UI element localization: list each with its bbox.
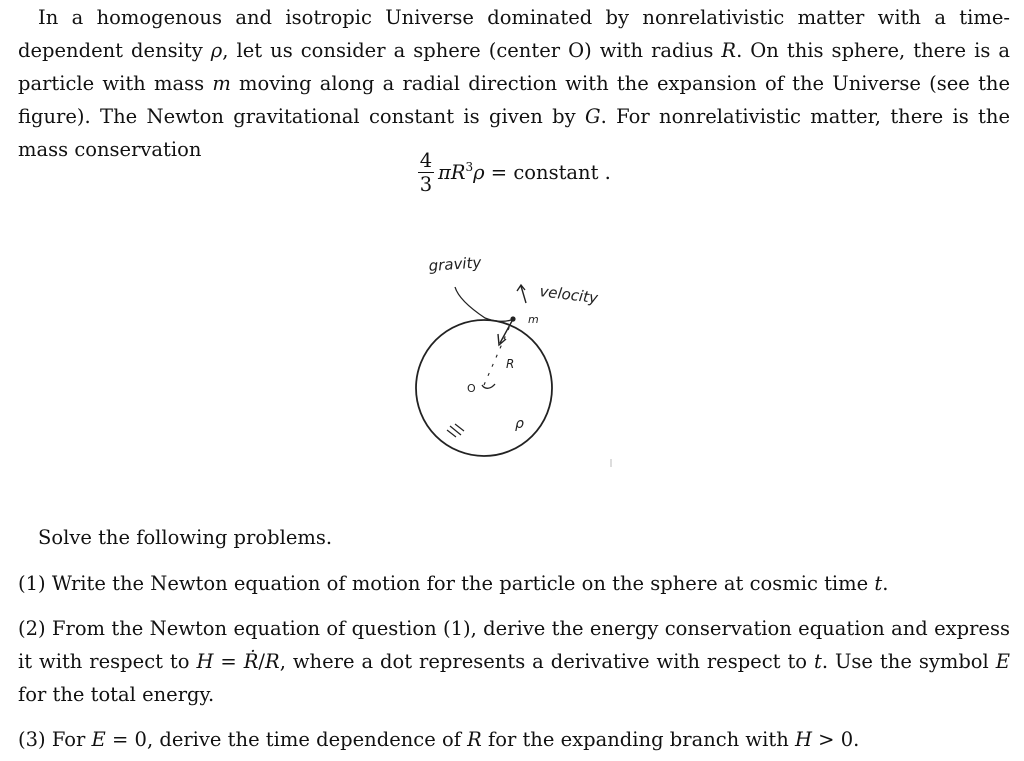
velocity-label: velocity: [538, 282, 599, 308]
equation-body: $\pi R^3\rho$ = constant .: [438, 160, 611, 184]
question-3: (3) For E = 0, derive the time dependence of R for the expanding branch with H > 0.: [18, 728, 860, 751]
gravity-arrow: [498, 321, 512, 345]
center-label: O: [467, 382, 476, 395]
fraction-denominator: 3: [419, 173, 433, 196]
density-label: ρ: [515, 416, 524, 432]
sphere-shading: [447, 424, 464, 437]
velocity-arrow: [517, 285, 526, 303]
mass-label: m: [528, 313, 539, 326]
particle-dot: [510, 316, 515, 321]
fraction-numerator: 4: [419, 149, 433, 172]
gravity-label: gravity: [428, 253, 482, 275]
intro-paragraph: In a homogenous and isotropic Universe dominated by nonrelativistic matter with a time-dependent density ρ, let us consider a sphere (center O) with radius R. On this sphere, there is a particle with mass m moving along a radial direction with the expansion of the Universe (see the figure). The Newton gravitational constant is given by G. For nonrelativistic matter, there is the mass conservation: [18, 6, 1010, 161]
question-1: (1) Write the Newton equation of motion for the particle on the sphere at cosmic time t.: [18, 572, 889, 595]
radius-label: R: [506, 357, 515, 371]
gravity-pointer-line: [455, 287, 511, 321]
instruction-text: Solve the following problems.: [38, 526, 333, 549]
radius-line: [484, 321, 515, 385]
question-2: (2) From the Newton equation of question (1), derive the energy conservation equation and express it with respect to H = Ṙ/R, where a dot represents a derivative with respect to t. Use the symbol E for the total energy.: [18, 617, 1010, 706]
